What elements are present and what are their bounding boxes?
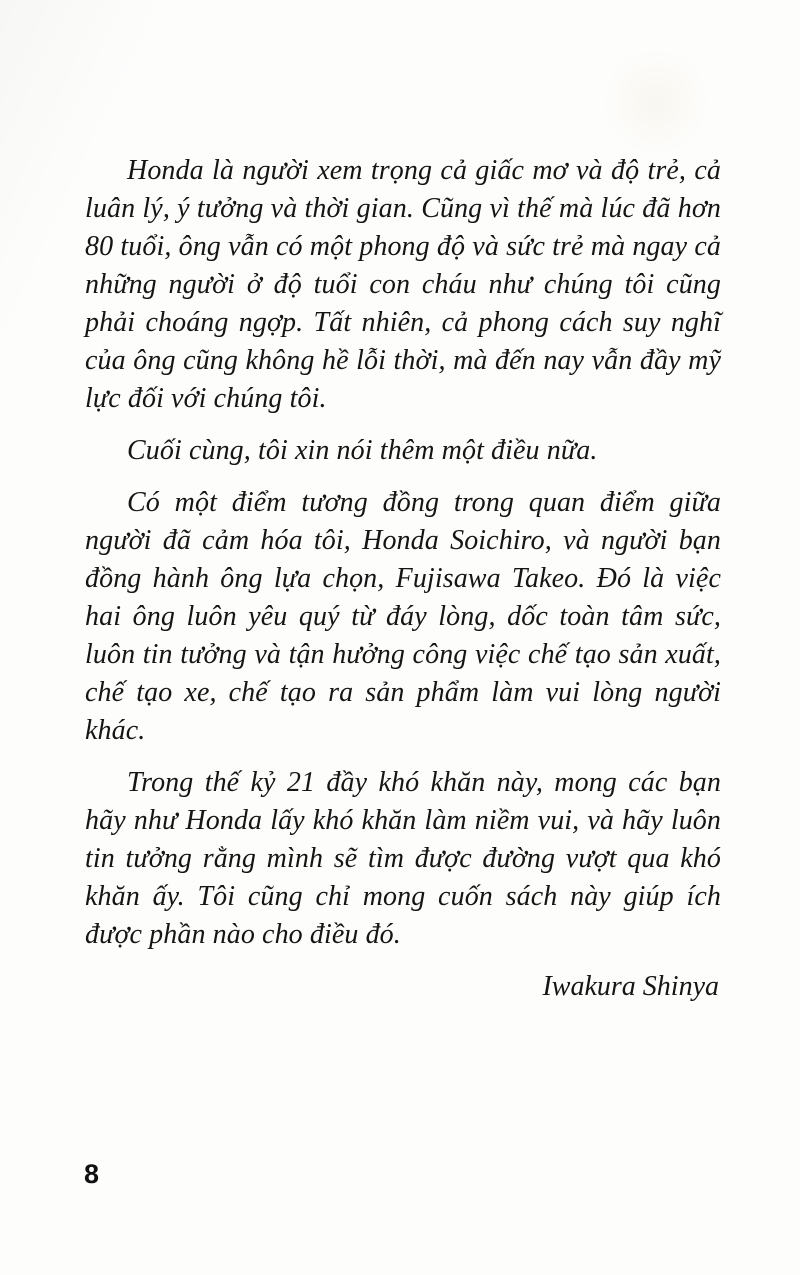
paragraph-1: Honda là người xem trọng cả giấc mơ và độ trẻ, cả luân lý, ý tưởng và thời gian. Cũng vì thế mà lúc đã hơn 80 tuổi, ông vẫn có một phong độ và sức trẻ mà ngay cả những người ở độ tuổi con cháu như chúng tôi cũng phải choáng ngợp. Tất nhiên, cả phong cách suy nghĩ của ông cũng không hề lỗi thời, mà đến nay vẫn đầy mỹ lực đối với chúng tôi.	[85, 155, 721, 414]
paragraph-2: Cuối cùng, tôi xin nói thêm một điều nữa.	[127, 435, 598, 466]
page-body	[85, 152, 721, 1006]
page-number: 8	[84, 1159, 100, 1189]
author-signature: Iwakura Shinya	[542, 971, 719, 1002]
paragraph-4: Trong thế kỷ 21 đầy khó khăn này, mong các bạn hãy như Honda lấy khó khăn làm niềm vui, và hãy luôn tin tưởng rằng mình sẽ tìm được đường vượt qua khó khăn ấy. Tôi cũng chỉ mong cuốn sách này giúp ích được phần nào cho điều đó.	[85, 767, 721, 950]
paragraph-3: Có một điểm tương đồng trong quan điểm giữa người đã cảm hóa tôi, Honda Soichiro, và người bạn đồng hành ông lựa chọn, Fujisawa Takeo. Đó là việc hai ông luôn yêu quý từ đáy lòng, dốc toàn tâm sức, luôn tin tưởng và tận hưởng công việc chế tạo sản xuất, chế tạo xe, chế tạo ra sản phẩm làm vui lòng người khác.	[85, 487, 721, 746]
